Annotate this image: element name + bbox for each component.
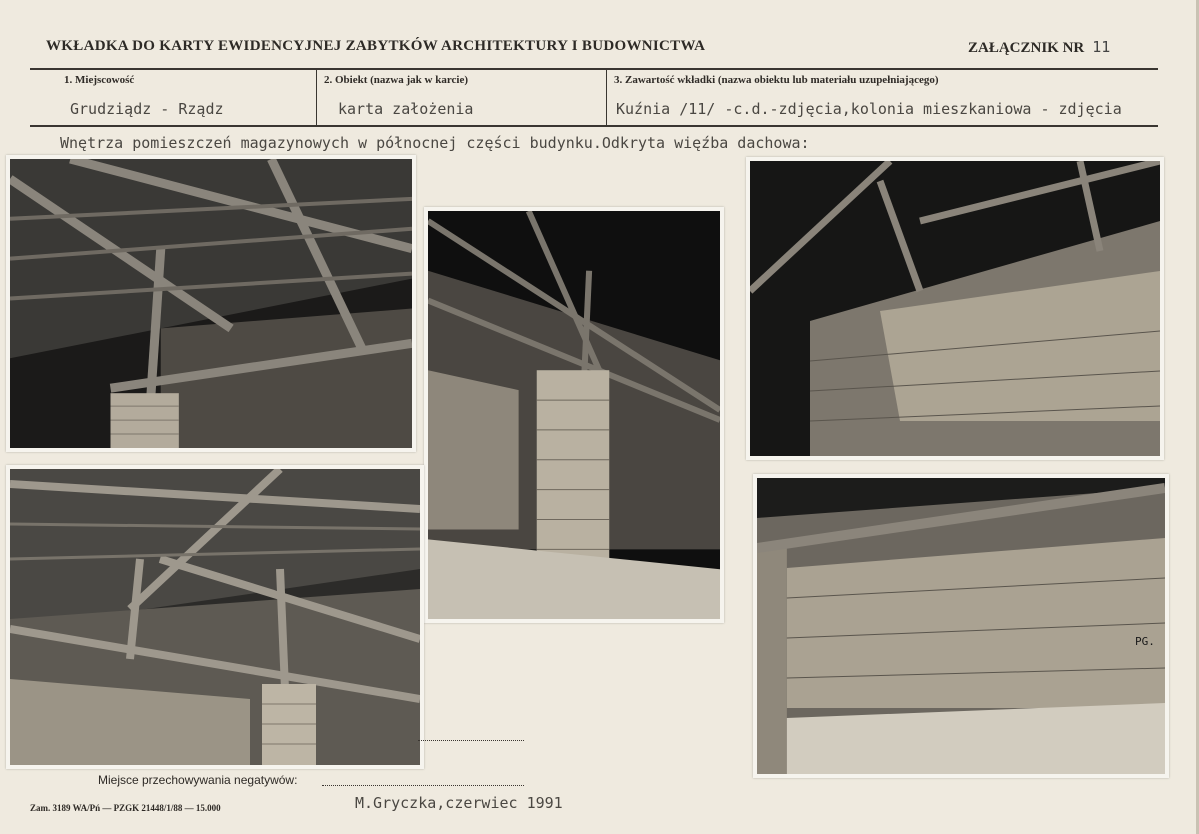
photo-mark: PG. [1135,635,1155,648]
annex-number: 11 [1092,38,1111,56]
photo-brick-wall-truss [746,157,1164,460]
object-label: 2. Obiekt (nazwa jak w karcie) [324,74,469,86]
photo-brick-wall-beam [753,474,1169,778]
description: Wnętrza pomieszczeń magazynowych w północnej części budynku.Odkryta więźba dachowa: [60,134,810,152]
card-title: WKŁADKA DO KARTY EWIDENCYJNEJ ZABYTKÓW ARCHITEKTURY I BUDOWNICTWA [46,38,706,54]
divider-2 [606,69,607,125]
signature: M.Gryczka,czerwiec 1991 [355,794,563,812]
contents-value: Kuźnia /11/ -c.d.-zdjęcia,kolonia mieszkaniowa - zdjęcia [616,100,1122,118]
print-info: Zam. 3189 WA/Pń — PZGK 21448/1/88 — 15.000 [30,803,221,813]
locality-label: 1. Miejscowość [64,74,135,86]
middle-rule [30,125,1158,127]
object-value: karta założenia [338,100,474,118]
negatives-label: Miejsce przechowywania negatywów: [98,773,298,787]
divider-1 [316,69,317,125]
contents-label: 3. Zawartość wkładki (nazwa obiektu lub materiału uzupełniającego) [614,74,939,86]
locality-value: Grudziądz - Rządz [70,100,224,118]
photo-interior-roof-truss-pillar [6,465,424,769]
dotted-line-negatives [322,785,524,786]
photo-interior-roof-truss [6,155,416,452]
annex-label [968,38,1110,57]
dotted-line-upper [418,740,524,741]
annex-label-text: ZAŁĄCZNIK NR [968,40,1085,56]
photo-brick-pillar-interior [424,207,724,623]
top-rule [30,68,1158,70]
